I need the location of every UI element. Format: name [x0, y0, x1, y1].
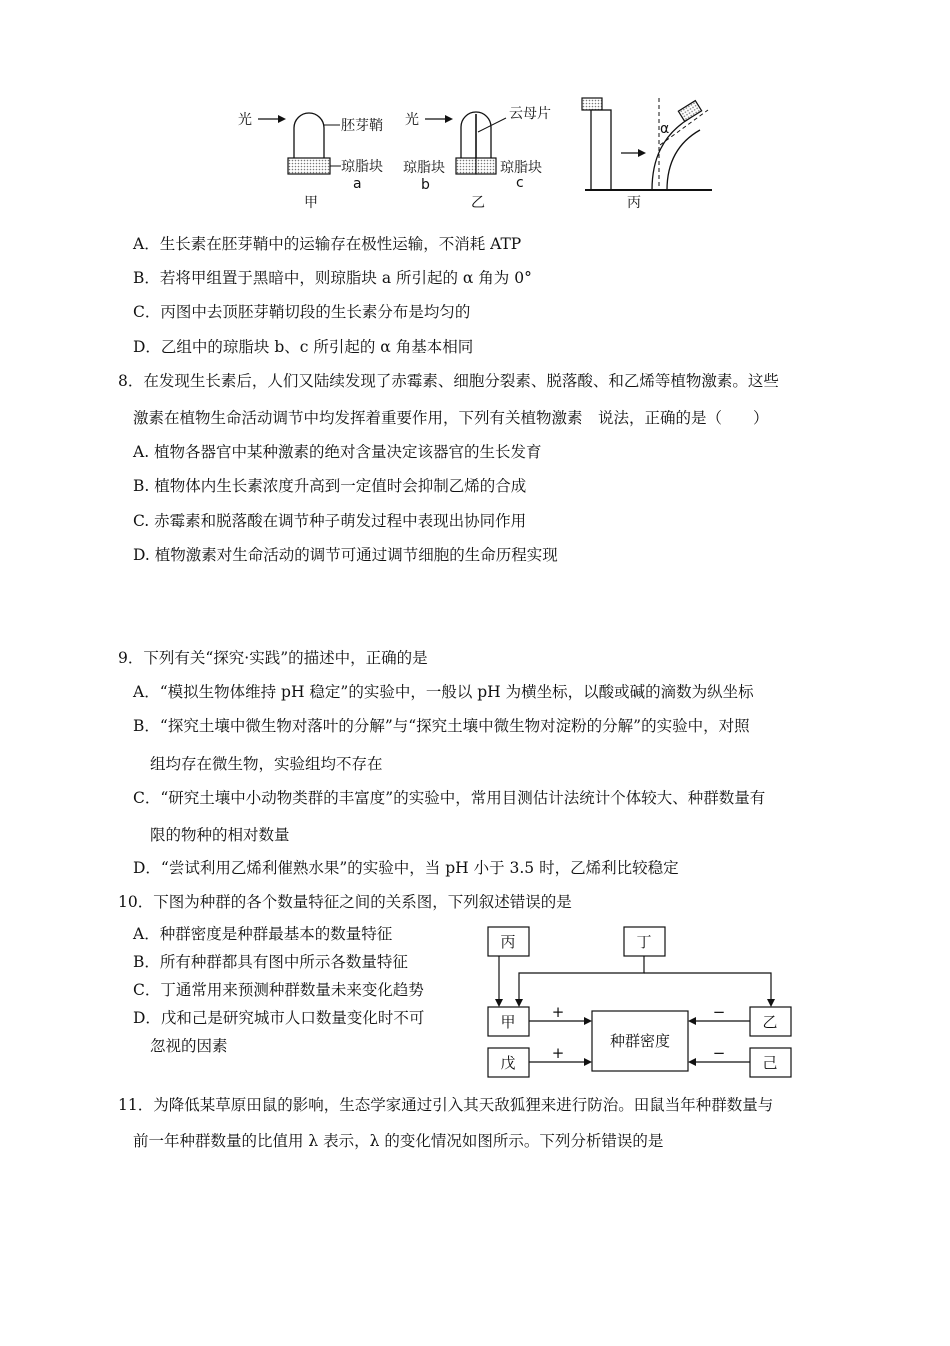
- q8-option-d: D. 植物激素对生命活动的调节可通过调节细胞的生命历程实现: [133, 546, 558, 564]
- sign-plus-jia: +: [551, 1003, 565, 1021]
- q9-option-c-line2: 限的物种的相对数量: [150, 826, 290, 844]
- q9-option-c-line1: C．“研究土壤中小动物类群的丰富度”的实验中，常用目测估计法统计个体较大、种群数量有: [133, 789, 766, 807]
- yi-letter-b: b: [421, 177, 430, 193]
- yi-mica-label: 云母片: [509, 106, 551, 122]
- jia-caption: 甲: [304, 195, 318, 211]
- q8-option-b: B. 植物体内生长素浓度升高到一定值时会抑制乙烯的合成: [133, 477, 527, 495]
- jia-agar-label: 琼脂块: [341, 159, 383, 175]
- label-ji: 己: [762, 1054, 778, 1072]
- q7-option-d: D．乙组中的琼脂块 b、c 所引起的 α 角基本相同: [133, 338, 474, 356]
- label-yi: 乙: [762, 1013, 778, 1031]
- bing-alpha-label: α: [660, 121, 670, 137]
- q11-stem-line2: 前一年种群数量的比值用 λ 表示，λ 的变化情况如图所示。下列分析错误的是: [133, 1132, 664, 1150]
- q10-option-c: C．丁通常用来预测种群数量未来变化趋势: [133, 981, 424, 999]
- label-ding: 丁: [636, 933, 652, 951]
- yi-agar-left-label: 琼脂块: [403, 160, 445, 176]
- arrow-ding-yi: [644, 973, 771, 1001]
- q7-option-b: B．若将甲组置于黑暗中，则琼脂块 a 所引起的 α 角为 0°: [133, 269, 532, 287]
- jia-coleoptile-label: 胚芽鞘: [341, 118, 383, 134]
- q8-stem-line2: 激素在植物生命活动调节中均发挥着重要作用，下列有关植物激素 说法，正确的是（ ）: [133, 409, 769, 427]
- arrowhead-ding-yi: [767, 999, 775, 1007]
- yi-letter-c: c: [516, 175, 524, 191]
- q8-stem-line1: 8．在发现生长素后，人们又陆续发现了赤霉素、细胞分裂素、脱落酸、和乙烯等植物激素。这些: [118, 372, 779, 390]
- label-jia: 甲: [500, 1013, 516, 1031]
- jia-light-label: 光: [238, 112, 252, 128]
- sign-plus-wu: +: [551, 1044, 565, 1062]
- q9-option-b-line1: B．“探究土壤中微生物对落叶的分解”与“探究土壤中微生物对淀粉的分解”的实验中，对照: [133, 717, 750, 735]
- q11-stem-line1: 11．为降低某草原田鼠的影响，生态学家通过引入其天敌狐狸来进行防治。田鼠当年种群数量与: [118, 1096, 774, 1114]
- arrow-ding-jia: [519, 956, 644, 1001]
- label-wu: 戊: [500, 1054, 516, 1072]
- yi-agar-right-label: 琼脂块: [500, 160, 542, 176]
- bing-caption: 丙: [627, 195, 641, 211]
- q10-option-d-line1: D．戊和己是研究城市人口数量变化时不可: [133, 1009, 425, 1027]
- label-center: 种群密度: [609, 1032, 671, 1050]
- arrowhead-bing-jia: [495, 999, 503, 1007]
- q7-option-a: A．生长素在胚芽鞘中的运输存在极性运输，不消耗 ATP: [133, 235, 522, 253]
- yi-caption: 乙: [471, 195, 485, 211]
- sign-minus-yi: −: [712, 1003, 726, 1021]
- q10-option-b: B．所有种群都具有图中所示各数量特征: [133, 953, 408, 971]
- arrowhead-yi-center: [688, 1017, 696, 1025]
- arrowhead-jia-center: [584, 1017, 592, 1025]
- label-bing: 丙: [500, 933, 516, 951]
- q7-option-c: C．丙图中去顶胚芽鞘切段的生长素分布是均匀的: [133, 303, 471, 321]
- q9-stem: 9．下列有关“探究·实践”的描述中，正确的是: [118, 649, 428, 667]
- q10-stem: 10．下图为种群的各个数量特征之间的关系图，下列叙述错误的是: [118, 893, 572, 911]
- yi-light-label: 光: [405, 112, 419, 128]
- jia-agar-letter: a: [353, 176, 362, 192]
- q8-option-a: A. 植物各器官中某种激素的绝对含量决定该器官的生长发育: [133, 443, 542, 461]
- q9-option-d: D．“尝试利用乙烯利催熟水果”的实验中，当 pH 小于 3.5 时，乙烯利比较稳定: [133, 859, 679, 877]
- q10-option-a: A．种群密度是种群最基本的数量特征: [133, 925, 393, 943]
- arrowhead-wu-center: [584, 1058, 592, 1066]
- q8-option-c: C. 赤霉素和脱落酸在调节种子萌发过程中表现出协同作用: [133, 512, 527, 530]
- q9-option-b-line2: 组均存在微生物，实验组均不存在: [150, 755, 383, 773]
- arrowhead-ding-jia: [515, 999, 523, 1007]
- q10-option-d-line2: 忽视的因素: [150, 1037, 228, 1055]
- arrowhead-ji-center: [688, 1058, 696, 1066]
- q9-option-a: A．“模拟生物体维持 pH 稳定”的实验中，一般以 pH 为横坐标，以酸或碱的滴数为纵坐标: [133, 683, 754, 701]
- sign-minus-ji: −: [712, 1044, 726, 1062]
